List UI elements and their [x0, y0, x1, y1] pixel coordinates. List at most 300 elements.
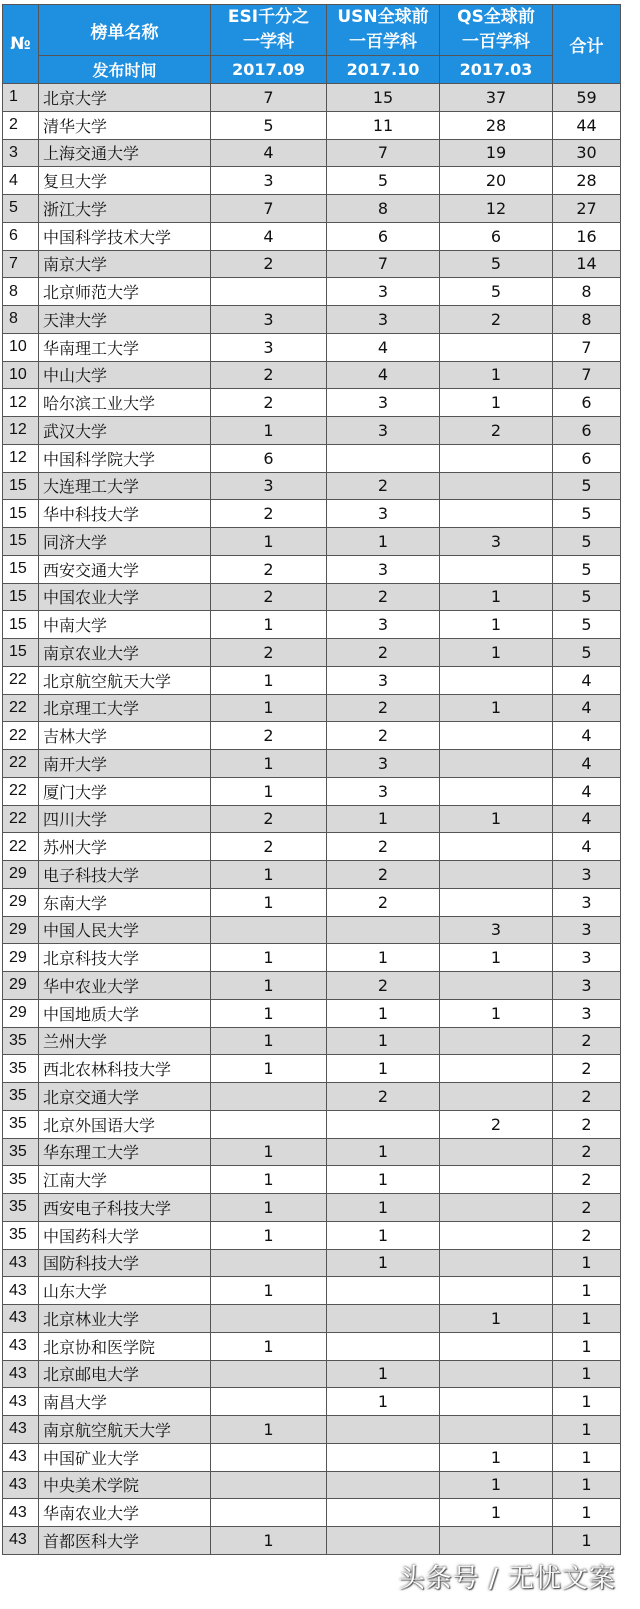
total-count-cell: 4 [553, 777, 621, 805]
total-count-cell: 1 [553, 1305, 621, 1333]
table-row [3, 916, 621, 944]
total-count-cell: 1 [553, 1499, 621, 1527]
header-total: 合计 [553, 5, 621, 84]
university-name-cell: 华南理工大学 [39, 333, 211, 361]
rank-cell: 43 [3, 1360, 39, 1388]
usn-count-cell: 2 [327, 472, 440, 500]
esi-count-cell: 2 [211, 639, 327, 667]
total-count-cell: 1 [553, 1332, 621, 1360]
university-name-cell: 浙江大学 [39, 195, 211, 223]
university-name-cell: 南开大学 [39, 750, 211, 778]
qs-count-cell: 2 [440, 417, 553, 445]
usn-count-cell: 4 [327, 333, 440, 361]
esi-count-cell: 3 [211, 167, 327, 195]
table-row [3, 1027, 621, 1055]
table-row [3, 444, 621, 472]
total-count-cell: 2 [553, 1027, 621, 1055]
university-name-cell: 南京大学 [39, 250, 211, 278]
qs-count-cell: 1 [440, 361, 553, 389]
usn-count-cell: 1 [327, 1138, 440, 1166]
rank-cell: 12 [3, 444, 39, 472]
rank-cell: 12 [3, 389, 39, 417]
total-count-cell: 8 [553, 306, 621, 334]
qs-count-cell [440, 1416, 553, 1444]
esi-count-cell: 1 [211, 972, 327, 1000]
total-count-cell: 3 [553, 972, 621, 1000]
qs-count-cell: 1 [440, 639, 553, 667]
table-row [3, 750, 621, 778]
table-row [3, 1083, 621, 1111]
qs-count-cell [440, 888, 553, 916]
esi-count-cell: 1 [211, 666, 327, 694]
qs-count-cell [440, 972, 553, 1000]
total-count-cell: 7 [553, 333, 621, 361]
usn-count-cell: 1 [327, 1249, 440, 1277]
usn-count-cell: 1 [327, 1194, 440, 1222]
esi-count-cell: 4 [211, 222, 327, 250]
university-name-cell: 武汉大学 [39, 417, 211, 445]
table-row [3, 888, 621, 916]
esi-count-cell: 1 [211, 1416, 327, 1444]
esi-count-cell: 2 [211, 833, 327, 861]
table-row [3, 972, 621, 1000]
usn-count-cell: 7 [327, 250, 440, 278]
usn-count-cell [327, 1305, 440, 1333]
rank-cell: 35 [3, 1166, 39, 1194]
qs-count-cell [440, 861, 553, 889]
usn-count-cell [327, 1499, 440, 1527]
esi-count-cell [211, 1305, 327, 1333]
rank-cell: 22 [3, 833, 39, 861]
qs-count-cell [440, 1083, 553, 1111]
total-count-cell: 1 [553, 1471, 621, 1499]
qs-count-cell [440, 1527, 553, 1555]
esi-count-cell [211, 1110, 327, 1138]
qs-count-cell [440, 444, 553, 472]
rank-cell: 3 [3, 139, 39, 167]
table-row [3, 861, 621, 889]
usn-count-cell: 3 [327, 611, 440, 639]
usn-count-cell: 1 [327, 1360, 440, 1388]
total-count-cell: 7 [553, 361, 621, 389]
total-count-cell: 4 [553, 666, 621, 694]
esi-count-cell: 1 [211, 417, 327, 445]
qs-count-cell [440, 1055, 553, 1083]
qs-count-cell: 1 [440, 611, 553, 639]
esi-count-cell [211, 1360, 327, 1388]
university-name-cell: 华东理工大学 [39, 1138, 211, 1166]
qs-count-cell: 3 [440, 528, 553, 556]
total-count-cell: 5 [553, 583, 621, 611]
total-count-cell: 4 [553, 833, 621, 861]
table-body [3, 84, 621, 1555]
total-count-cell: 2 [553, 1138, 621, 1166]
table-row [3, 1110, 621, 1138]
total-count-cell: 1 [553, 1277, 621, 1305]
usn-count-cell: 3 [327, 777, 440, 805]
usn-count-cell: 2 [327, 833, 440, 861]
rank-cell: 43 [3, 1388, 39, 1416]
table-row [3, 1249, 621, 1277]
table-row [3, 1166, 621, 1194]
qs-count-cell [440, 555, 553, 583]
rank-cell: 15 [3, 528, 39, 556]
esi-count-cell [211, 1388, 327, 1416]
usn-count-cell: 4 [327, 361, 440, 389]
usn-count-cell [327, 1416, 440, 1444]
esi-count-cell [211, 1443, 327, 1471]
usn-count-cell: 3 [327, 750, 440, 778]
usn-count-cell: 2 [327, 639, 440, 667]
esi-count-cell: 1 [211, 750, 327, 778]
university-name-cell: 中国农业大学 [39, 583, 211, 611]
table-row [3, 389, 621, 417]
rank-cell: 6 [3, 222, 39, 250]
total-count-cell: 6 [553, 444, 621, 472]
university-name-cell: 北京邮电大学 [39, 1360, 211, 1388]
qs-count-cell: 5 [440, 250, 553, 278]
esi-count-cell: 2 [211, 805, 327, 833]
qs-count-cell: 2 [440, 306, 553, 334]
university-name-cell: 首都医科大学 [39, 1527, 211, 1555]
usn-count-cell: 3 [327, 278, 440, 306]
university-name-cell: 西北农林科技大学 [39, 1055, 211, 1083]
usn-count-cell [327, 916, 440, 944]
qs-count-cell [440, 1194, 553, 1222]
usn-count-cell: 2 [327, 1083, 440, 1111]
rank-cell: 35 [3, 1055, 39, 1083]
rank-cell: 43 [3, 1277, 39, 1305]
rank-cell: 22 [3, 805, 39, 833]
qs-count-cell [440, 666, 553, 694]
usn-count-cell: 2 [327, 694, 440, 722]
university-ranking-table [2, 4, 621, 1555]
esi-count-cell: 2 [211, 583, 327, 611]
usn-count-cell: 3 [327, 306, 440, 334]
rank-cell: 29 [3, 944, 39, 972]
table-row [3, 1443, 621, 1471]
total-count-cell: 2 [553, 1221, 621, 1249]
esi-count-cell [211, 1249, 327, 1277]
university-name-cell: 中山大学 [39, 361, 211, 389]
table-row [3, 944, 621, 972]
qs-count-cell: 1 [440, 999, 553, 1027]
table-row [3, 1471, 621, 1499]
qs-count-cell: 6 [440, 222, 553, 250]
table-row [3, 666, 621, 694]
university-name-cell: 中国人民大学 [39, 916, 211, 944]
total-count-cell: 1 [553, 1416, 621, 1444]
total-count-cell: 30 [553, 139, 621, 167]
university-name-cell: 西安交通大学 [39, 555, 211, 583]
header-no: № [3, 5, 39, 84]
university-name-cell: 北京协和医学院 [39, 1332, 211, 1360]
university-name-cell: 华南农业大学 [39, 1499, 211, 1527]
qs-count-cell: 3 [440, 916, 553, 944]
esi-count-cell: 1 [211, 861, 327, 889]
esi-count-cell: 1 [211, 777, 327, 805]
university-name-cell: 西安电子科技大学 [39, 1194, 211, 1222]
usn-count-cell: 15 [327, 84, 440, 112]
university-name-cell: 北京科技大学 [39, 944, 211, 972]
table-row [3, 999, 621, 1027]
table-row [3, 722, 621, 750]
total-count-cell: 16 [553, 222, 621, 250]
rank-cell: 8 [3, 306, 39, 334]
qs-count-cell [440, 1277, 553, 1305]
table-row [3, 1388, 621, 1416]
qs-count-cell: 1 [440, 1443, 553, 1471]
total-count-cell: 3 [553, 888, 621, 916]
esi-count-cell: 3 [211, 472, 327, 500]
total-count-cell: 6 [553, 417, 621, 445]
rank-cell: 35 [3, 1027, 39, 1055]
esi-count-cell [211, 1083, 327, 1111]
total-count-cell: 2 [553, 1194, 621, 1222]
table-header [3, 5, 621, 84]
total-count-cell: 59 [553, 84, 621, 112]
qs-count-cell: 1 [440, 389, 553, 417]
total-count-cell: 6 [553, 389, 621, 417]
qs-count-cell [440, 1027, 553, 1055]
total-count-cell: 3 [553, 916, 621, 944]
table-row [3, 1055, 621, 1083]
esi-count-cell: 3 [211, 333, 327, 361]
usn-count-cell: 2 [327, 861, 440, 889]
qs-count-cell [440, 777, 553, 805]
usn-count-cell [327, 1110, 440, 1138]
university-name-cell: 北京师范大学 [39, 278, 211, 306]
qs-count-cell: 19 [440, 139, 553, 167]
university-name-cell: 电子科技大学 [39, 861, 211, 889]
table-row [3, 222, 621, 250]
qs-count-cell: 1 [440, 583, 553, 611]
qs-count-cell [440, 1332, 553, 1360]
rank-cell: 43 [3, 1332, 39, 1360]
university-name-cell: 南京航空航天大学 [39, 1416, 211, 1444]
usn-count-cell: 1 [327, 1055, 440, 1083]
total-count-cell: 5 [553, 611, 621, 639]
esi-count-cell [211, 1471, 327, 1499]
table-row [3, 500, 621, 528]
total-count-cell: 1 [553, 1443, 621, 1471]
rank-cell: 15 [3, 611, 39, 639]
watermark-text: 头条号 / 无忧文案 [398, 1564, 616, 1594]
university-name-cell: 南京农业大学 [39, 639, 211, 667]
table-row [3, 278, 621, 306]
university-name-cell: 上海交通大学 [39, 139, 211, 167]
university-name-cell: 中央美术学院 [39, 1471, 211, 1499]
qs-count-cell: 28 [440, 111, 553, 139]
total-count-cell: 2 [553, 1110, 621, 1138]
rank-cell: 1 [3, 84, 39, 112]
qs-count-cell [440, 333, 553, 361]
table-row [3, 639, 621, 667]
header-qs-title: QS全球前 一百学科 [440, 5, 553, 56]
total-count-cell: 14 [553, 250, 621, 278]
qs-count-cell [440, 750, 553, 778]
usn-count-cell: 3 [327, 555, 440, 583]
total-count-cell: 1 [553, 1388, 621, 1416]
table-row [3, 139, 621, 167]
esi-count-cell: 1 [211, 999, 327, 1027]
rank-cell: 10 [3, 333, 39, 361]
university-name-cell: 吉林大学 [39, 722, 211, 750]
rank-cell: 5 [3, 195, 39, 223]
header-esi-date: 2017.09 [211, 56, 327, 84]
esi-count-cell: 1 [211, 1277, 327, 1305]
esi-count-cell: 1 [211, 694, 327, 722]
header-publish-time: 发布时间 [39, 56, 211, 84]
university-name-cell: 南昌大学 [39, 1388, 211, 1416]
total-count-cell: 5 [553, 639, 621, 667]
esi-count-cell: 1 [211, 888, 327, 916]
qs-count-cell: 37 [440, 84, 553, 112]
esi-count-cell: 2 [211, 555, 327, 583]
university-name-cell: 华中农业大学 [39, 972, 211, 1000]
esi-count-cell: 6 [211, 444, 327, 472]
rank-cell: 8 [3, 278, 39, 306]
table-row [3, 1499, 621, 1527]
esi-count-cell: 1 [211, 1527, 327, 1555]
qs-count-cell: 2 [440, 1110, 553, 1138]
rank-cell: 22 [3, 777, 39, 805]
table-row [3, 1277, 621, 1305]
rank-cell: 22 [3, 666, 39, 694]
total-count-cell: 3 [553, 861, 621, 889]
university-name-cell: 北京大学 [39, 84, 211, 112]
table-row [3, 583, 621, 611]
usn-count-cell: 1 [327, 805, 440, 833]
total-count-cell: 5 [553, 500, 621, 528]
esi-count-cell: 4 [211, 139, 327, 167]
university-name-cell: 中国矿业大学 [39, 1443, 211, 1471]
esi-count-cell: 2 [211, 500, 327, 528]
esi-count-cell: 2 [211, 250, 327, 278]
total-count-cell: 1 [553, 1249, 621, 1277]
rank-cell: 29 [3, 888, 39, 916]
table-row [3, 1305, 621, 1333]
rank-cell: 43 [3, 1305, 39, 1333]
usn-count-cell: 11 [327, 111, 440, 139]
header-qs-date: 2017.03 [440, 56, 553, 84]
university-name-cell: 北京理工大学 [39, 694, 211, 722]
usn-count-cell: 3 [327, 666, 440, 694]
total-count-cell: 5 [553, 528, 621, 556]
esi-count-cell: 1 [211, 1194, 327, 1222]
table-row [3, 1416, 621, 1444]
university-name-cell: 大连理工大学 [39, 472, 211, 500]
rank-cell: 43 [3, 1527, 39, 1555]
total-count-cell: 3 [553, 944, 621, 972]
rank-cell: 15 [3, 555, 39, 583]
rank-cell: 29 [3, 999, 39, 1027]
esi-count-cell: 1 [211, 528, 327, 556]
rank-cell: 2 [3, 111, 39, 139]
rank-cell: 4 [3, 167, 39, 195]
esi-count-cell: 1 [211, 1332, 327, 1360]
qs-count-cell: 1 [440, 1305, 553, 1333]
qs-count-cell: 1 [440, 694, 553, 722]
rank-cell: 15 [3, 583, 39, 611]
esi-count-cell: 1 [211, 1055, 327, 1083]
rank-cell: 7 [3, 250, 39, 278]
rank-cell: 43 [3, 1471, 39, 1499]
qs-count-cell [440, 1221, 553, 1249]
university-name-cell: 天津大学 [39, 306, 211, 334]
university-name-cell: 复旦大学 [39, 167, 211, 195]
esi-count-cell: 3 [211, 306, 327, 334]
usn-count-cell: 2 [327, 972, 440, 1000]
esi-count-cell: 1 [211, 1221, 327, 1249]
usn-count-cell: 1 [327, 999, 440, 1027]
table-row [3, 472, 621, 500]
total-count-cell: 4 [553, 722, 621, 750]
usn-count-cell: 2 [327, 583, 440, 611]
usn-count-cell [327, 444, 440, 472]
esi-count-cell: 1 [211, 611, 327, 639]
university-name-cell: 哈尔滨工业大学 [39, 389, 211, 417]
esi-count-cell [211, 278, 327, 306]
university-name-cell: 华中科技大学 [39, 500, 211, 528]
table-row [3, 250, 621, 278]
usn-count-cell: 3 [327, 417, 440, 445]
table-row [3, 611, 621, 639]
usn-count-cell: 8 [327, 195, 440, 223]
usn-count-cell: 2 [327, 722, 440, 750]
total-count-cell: 2 [553, 1083, 621, 1111]
table-row [3, 528, 621, 556]
table-row [3, 555, 621, 583]
usn-count-cell: 1 [327, 1027, 440, 1055]
rank-cell: 22 [3, 694, 39, 722]
esi-count-cell: 2 [211, 389, 327, 417]
total-count-cell: 5 [553, 555, 621, 583]
total-count-cell: 1 [553, 1527, 621, 1555]
table-row [3, 1360, 621, 1388]
university-name-cell: 中南大学 [39, 611, 211, 639]
usn-count-cell: 7 [327, 139, 440, 167]
usn-count-cell [327, 1527, 440, 1555]
table-row [3, 833, 621, 861]
rank-cell: 35 [3, 1083, 39, 1111]
university-name-cell: 中国科学技术大学 [39, 222, 211, 250]
table-row [3, 333, 621, 361]
university-name-cell: 北京外国语大学 [39, 1110, 211, 1138]
qs-count-cell [440, 1360, 553, 1388]
rank-cell: 22 [3, 750, 39, 778]
rank-cell: 35 [3, 1194, 39, 1222]
table-row [3, 84, 621, 112]
qs-count-cell [440, 472, 553, 500]
usn-count-cell: 1 [327, 528, 440, 556]
university-name-cell: 山东大学 [39, 1277, 211, 1305]
usn-count-cell: 1 [327, 1166, 440, 1194]
total-count-cell: 8 [553, 278, 621, 306]
rank-cell: 12 [3, 417, 39, 445]
table-row [3, 1221, 621, 1249]
total-count-cell: 2 [553, 1166, 621, 1194]
table-row [3, 167, 621, 195]
esi-count-cell: 1 [211, 944, 327, 972]
esi-count-cell: 2 [211, 722, 327, 750]
university-name-cell: 中国科学院大学 [39, 444, 211, 472]
table-row [3, 1138, 621, 1166]
university-name-cell: 中国地质大学 [39, 999, 211, 1027]
university-name-cell: 东南大学 [39, 888, 211, 916]
qs-count-cell [440, 722, 553, 750]
university-name-cell: 同济大学 [39, 528, 211, 556]
